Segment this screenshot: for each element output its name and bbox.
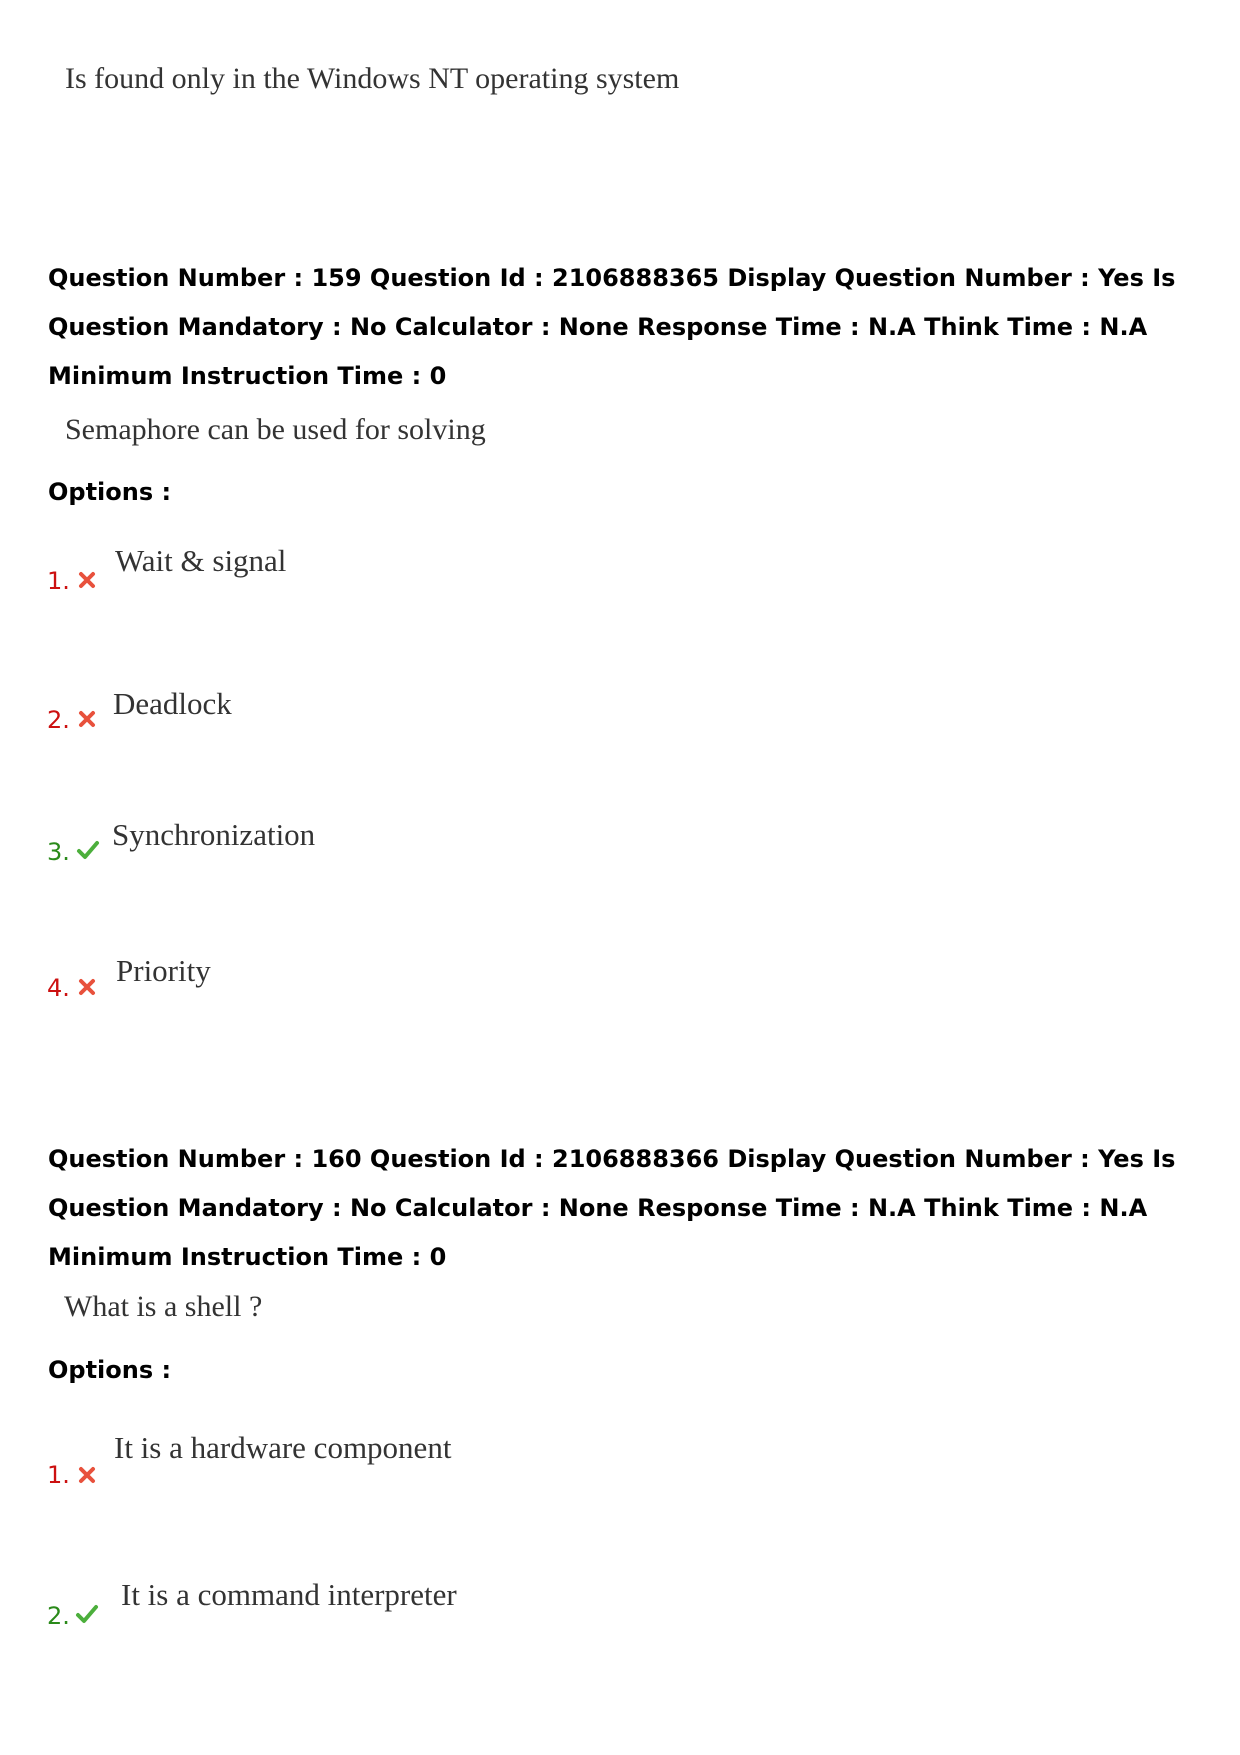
option-text: Wait & signal [115,543,287,578]
option-number: 3. [47,838,70,866]
question-meta: Question Number : 160 Question Id : 2106888366 Display Question Number : Yes Is Question Mandatory : No Calculator : None Response Time : N.A Think Time : N.A Minimum Instruction Time : 0 [48,1145,1176,1271]
option-text: Deadlock [113,686,232,721]
options-label: Options : [48,1356,172,1384]
option-text: It is a hardware component [114,1430,452,1465]
option-text: Priority [116,953,211,988]
cross-icon [78,1466,96,1484]
option-number: 2. [47,1602,70,1630]
cross-icon [78,978,96,996]
option-number: 2. [47,706,70,734]
option-text: Synchronization [112,817,316,852]
carryover-option-text: Is found only in the Windows NT operating system [65,62,680,95]
option-number: 1. [47,1461,70,1489]
question-text: Semaphore can be used for solving [65,413,486,446]
question-text: What is a shell ? [64,1290,263,1323]
check-icon [75,1604,99,1624]
cross-icon [78,571,96,589]
option-text: It is a command interpreter [121,1577,457,1612]
option-number: 1. [47,567,70,595]
question-meta: Question Number : 159 Question Id : 2106888365 Display Question Number : Yes Is Question Mandatory : No Calculator : None Response Time : N.A Think Time : N.A Minimum Instruction Time : 0 [48,264,1176,390]
check-icon [76,840,100,860]
option-number: 4. [47,974,70,1002]
cross-icon [78,710,96,728]
options-label: Options : [48,478,172,506]
